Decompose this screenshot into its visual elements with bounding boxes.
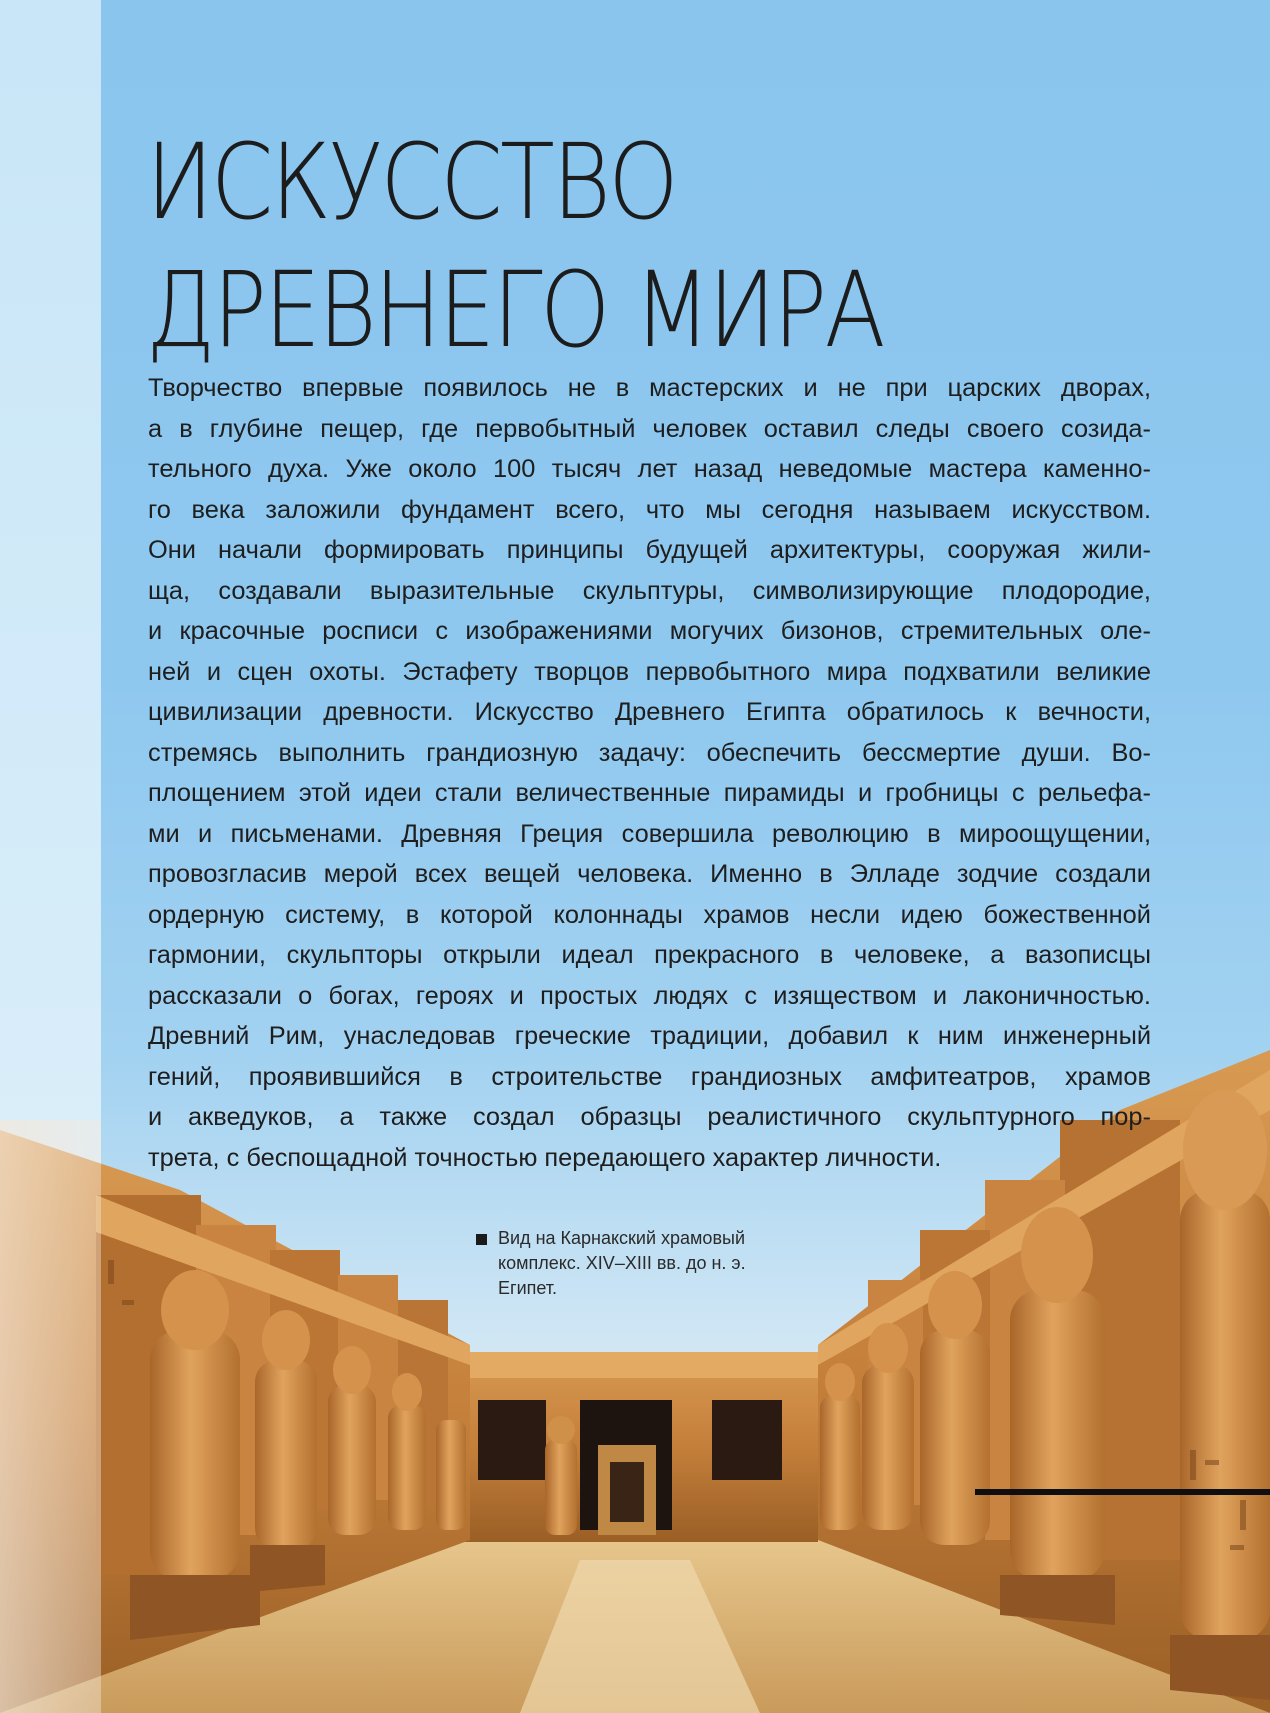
- body-line: и акведуков, а также создал образцы реалистичного скульптурного пор-: [148, 1103, 1151, 1131]
- body-line: Творчество впервые появилось не в мастерских и не при царских дворах,: [148, 374, 1151, 402]
- body-line: Они начали формировать принципы будущей архитектуры, сооружая жили-: [148, 536, 1151, 564]
- body-line: рассказали о богах, героях и простых людях с изяществом и лаконичностью.: [148, 981, 1151, 1010]
- title-line-1: ИСКУССТВО: [146, 121, 677, 243]
- decorative-rule: [975, 1489, 1270, 1495]
- body-line: ми и письменами. Древняя Греция совершила революцию в мироощущении,: [148, 819, 1151, 848]
- body-line: гений, проявившийся в строительстве грандиозных амфитеатров, храмов: [148, 1062, 1151, 1091]
- body-line: тельного духа. Уже около 100 тысяч лет назад неведомые мастера каменно-: [148, 455, 1151, 483]
- title-line-2: ДРЕВНЕГО МИРА: [146, 249, 884, 371]
- body-paragraph: [148, 368, 1151, 1178]
- body-line: ней и сцен охоты. Эстафету творцов первобытного мира подхватили великие: [148, 657, 1151, 686]
- body-line: Древний Рим, унаследовав греческие традиции, добавил к ним инженерный: [148, 1022, 1151, 1050]
- photo-caption: [498, 1226, 828, 1301]
- caption-line: комплекс. XIV–XIII вв. до н. э.: [498, 1253, 746, 1273]
- page-title: [146, 118, 1146, 374]
- body-line: площением этой идеи стали величественные пирамиды и гробницы с рельефа-: [148, 779, 1151, 807]
- body-line: провозгласив мерой всех вещей человека. Именно в Элладе зодчие создали: [148, 860, 1151, 888]
- square-bullet-icon: [476, 1234, 487, 1245]
- body-line: и красочные росписи с изображениями могучих бизонов, стремительных оле-: [148, 617, 1151, 645]
- body-line: го века заложили фундамент всего, что мы сегодня называем искусством.: [148, 495, 1151, 524]
- body-line: ордерную систему, в которой колоннады храмов несли идею божественной: [148, 900, 1151, 929]
- body-line: ща, создавали выразительные скульптуры, символизирующие плодородие,: [148, 576, 1151, 605]
- body-line: трета, с беспощадной точностью передающего характер личности.: [148, 1143, 942, 1172]
- body-line: стремясь выполнить грандиозную задачу: обеспечить бессмертие души. Во-: [148, 738, 1151, 767]
- body-line: цивилизации древности. Искусство Древнего Египта обратилось к вечности,: [148, 698, 1151, 726]
- body-line: гармонии, скульпторы открыли идеал прекрасного в человеке, а вазописцы: [148, 941, 1151, 969]
- caption-line: Вид на Карнакский храмовый: [498, 1228, 745, 1248]
- caption-line: Египет.: [498, 1278, 558, 1298]
- body-line: а в глубине пещер, где первобытный человек оставил следы своего созида-: [148, 414, 1151, 443]
